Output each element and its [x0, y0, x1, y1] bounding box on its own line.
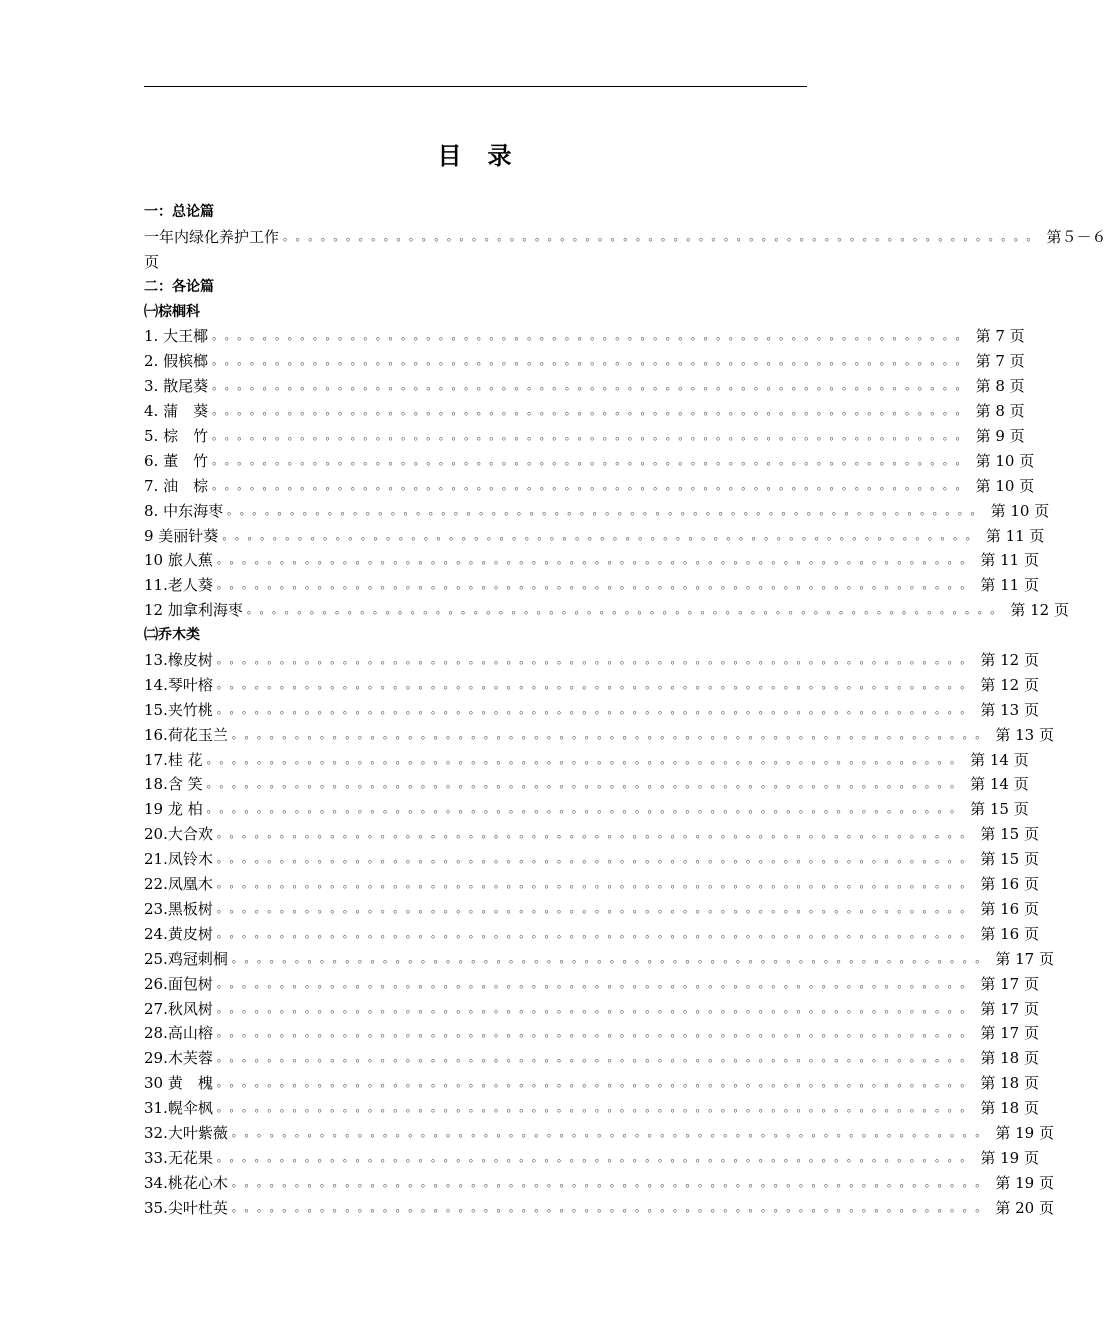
toc-entry[interactable] — [144, 723, 1054, 748]
toc-dot-leader: 。。。。。。。。。。。。。。。。。。。。。。。。。。。。。。。。。。。。。。。。。。。。。。。。。。。。。。。。。。。。 — [231, 1125, 994, 1139]
toc-entry-label: 30 黄 槐 — [144, 1074, 213, 1093]
toc-page-number: 第 18 页 — [980, 1074, 1039, 1093]
toc-dot-leader: 。。。。。。。。。。。。。。。。。。。。。。。。。。。。。。。。。。。。。。。。。。。。。。。。。。。。。。。。。。。。 — [227, 503, 989, 517]
toc-entry-label: 9 美丽针葵 — [144, 526, 219, 545]
toc-entry[interactable] — [144, 1146, 1039, 1171]
toc-dot-leader: 。。。。。。。。。。。。。。。。。。。。。。。。。。。。。。。。。。。。。。。。。。。。。。。。。。。。。。。。。。。。 — [283, 229, 1045, 243]
toc-entry[interactable] — [144, 748, 1029, 773]
toc-page-number: 第 19 页 — [995, 1173, 1054, 1192]
toc-page-number: 第 13 页 — [980, 700, 1039, 719]
toc-dot-leader: 。。。。。。。。。。。。。。。。。。。。。。。。。。。。。。。。。。。。。。。。。。。。。。。。。。。。。。。。。。。。 — [216, 976, 979, 990]
toc-entry[interactable] — [144, 449, 1035, 474]
toc-entry-label: 12 加拿利海枣 — [144, 601, 243, 620]
toc-entry[interactable] — [144, 474, 1035, 499]
toc-dot-leader: 。。。。。。。。。。。。。。。。。。。。。。。。。。。。。。。。。。。。。。。。。。。。。。。。。。。。。。。。。。。。 — [216, 852, 979, 866]
toc-entry-continuation: 页 — [144, 252, 160, 271]
toc-page-number: 第 17 页 — [980, 974, 1039, 993]
toc-dot-leader: 。。。。。。。。。。。。。。。。。。。。。。。。。。。。。。。。。。。。。。。。。。。。。。。。。。。。。。。。。。。。 — [231, 727, 994, 741]
toc-entry-label: 1. 大王椰 — [144, 327, 209, 346]
toc-dot-leader: 。。。。。。。。。。。。。。。。。。。。。。。。。。。。。。。。。。。。。。。。。。。。。。。。。。。。。。。。。。。。 — [212, 354, 974, 368]
toc-page-number: 第 11 页 — [980, 551, 1039, 570]
toc-entry[interactable] — [144, 673, 1039, 698]
toc-entry[interactable] — [144, 349, 1025, 374]
toc-dot-leader: 。。。。。。。。。。。。。。。。。。。。。。。。。。。。。。。。。。。。。。。。。。。。。。。。。。。。。。。。。。。。 — [231, 1175, 994, 1189]
toc-entry[interactable] — [144, 225, 1107, 250]
toc-page-number: 第 17 页 — [995, 949, 1054, 968]
toc-entry[interactable] — [144, 648, 1039, 673]
toc-dot-leader: 。。。。。。。。。。。。。。。。。。。。。。。。。。。。。。。。。。。。。。。。。。。。。。。。。。。。。。。。。。。。 — [216, 877, 979, 891]
toc-entry[interactable] — [144, 922, 1039, 947]
toc-entry-label: 21.凤铃木 — [144, 850, 213, 869]
toc-page-number: 第 17 页 — [980, 1024, 1039, 1043]
toc-entry[interactable] — [144, 499, 1050, 524]
toc-dot-leader: 。。。。。。。。。。。。。。。。。。。。。。。。。。。。。。。。。。。。。。。。。。。。。。。。。。。。。。。。。。。。 — [216, 1076, 979, 1090]
toc-entry-label: 2. 假槟榔 — [144, 352, 209, 371]
toc-entry-label: 3. 散尾葵 — [144, 377, 209, 396]
toc-page-number: 第 17 页 — [980, 999, 1039, 1018]
toc-dot-leader: 。。。。。。。。。。。。。。。。。。。。。。。。。。。。。。。。。。。。。。。。。。。。。。。。。。。。。。。。。。。。 — [212, 379, 974, 393]
toc-dot-leader: 。。。。。。。。。。。。。。。。。。。。。。。。。。。。。。。。。。。。。。。。。。。。。。。。。。。。。。。。。。。。 — [216, 553, 979, 567]
toc-page-number: 第 19 页 — [995, 1123, 1054, 1142]
toc-entry[interactable] — [144, 847, 1039, 872]
toc-entry[interactable] — [144, 548, 1039, 573]
toc-page-number: 第 8 页 — [975, 377, 1025, 396]
toc-entry-label: 34.桃花心木 — [144, 1173, 228, 1192]
toc-entry[interactable] — [144, 324, 1025, 349]
toc-dot-leader: 。。。。。。。。。。。。。。。。。。。。。。。。。。。。。。。。。。。。。。。。。。。。。。。。。。。。。。。。。。。。 — [216, 702, 979, 716]
toc-entry[interactable] — [144, 997, 1039, 1022]
toc-page-number: 第 19 页 — [980, 1148, 1039, 1167]
toc-page-number: 第 12 页 — [1010, 601, 1069, 620]
toc-page-number: 第 16 页 — [980, 899, 1039, 918]
toc-entry[interactable] — [144, 1071, 1039, 1096]
toc-entry[interactable] — [144, 1021, 1039, 1046]
toc-entry-label: 32.大叶紫薇 — [144, 1123, 228, 1142]
toc-entry[interactable] — [144, 772, 1029, 797]
toc-page-number: 第 7 页 — [975, 352, 1025, 371]
toc-entry[interactable] — [144, 698, 1039, 723]
toc-entry-label: 8. 中东海枣 — [144, 501, 224, 520]
toc-page-number: 第５－６ — [1046, 227, 1107, 246]
toc-dot-leader: 。。。。。。。。。。。。。。。。。。。。。。。。。。。。。。。。。。。。。。。。。。。。。。。。。。。。。。。。。。。。 — [212, 478, 974, 492]
toc-entry[interactable] — [144, 797, 1029, 822]
toc-dot-leader: 。。。。。。。。。。。。。。。。。。。。。。。。。。。。。。。。。。。。。。。。。。。。。。。。。。。。。。。。。。。。 — [212, 329, 974, 343]
toc-dot-leader: 。。。。。。。。。。。。。。。。。。。。。。。。。。。。。。。。。。。。。。。。。。。。。。。。。。。。。。。。。。。。 — [206, 777, 969, 791]
toc-entry-label: 27.秋风树 — [144, 999, 213, 1018]
toc-entry-label: 14.琴叶榕 — [144, 675, 213, 694]
toc-page-number: 第 15 页 — [980, 825, 1039, 844]
toc-page-number: 第 18 页 — [980, 1099, 1039, 1118]
toc-entry-label: 25.鸡冠刺桐 — [144, 949, 228, 968]
toc-entry-label: 28.高山榕 — [144, 1024, 213, 1043]
toc-entry-label: 11.老人葵 — [144, 576, 213, 595]
toc-title: 目 录 — [437, 141, 513, 170]
toc-entry[interactable] — [144, 1096, 1039, 1121]
toc-page-number: 第 16 页 — [980, 875, 1039, 894]
toc-page-number: 第 7 页 — [975, 327, 1025, 346]
toc-entry-label: 7. 油 棕 — [144, 476, 209, 495]
toc-page-number: 第 14 页 — [970, 775, 1029, 794]
header-rule — [144, 86, 807, 87]
toc-entry-label: 19 龙 柏 — [144, 800, 203, 819]
toc-entry[interactable] — [144, 1121, 1054, 1146]
toc-entry-label: 29.木芙蓉 — [144, 1049, 213, 1068]
toc-page-number: 第 8 页 — [975, 402, 1025, 421]
toc-dot-leader: 。。。。。。。。。。。。。。。。。。。。。。。。。。。。。。。。。。。。。。。。。。。。。。。。。。。。。。。。。。。。 — [216, 1051, 979, 1065]
toc-entry-label: 24.黄皮树 — [144, 924, 213, 943]
toc-dot-leader: 。。。。。。。。。。。。。。。。。。。。。。。。。。。。。。。。。。。。。。。。。。。。。。。。。。。。。。。。。。。。 — [212, 404, 974, 418]
toc-entry-label: 一年内绿化养护工作 — [144, 227, 280, 246]
toc-entry[interactable] — [144, 424, 1025, 449]
toc-page-number: 第 14 页 — [970, 750, 1029, 769]
toc-dot-leader: 。。。。。。。。。。。。。。。。。。。。。。。。。。。。。。。。。。。。。。。。。。。。。。。。。。。。。。。。。。。。 — [212, 453, 974, 467]
toc-section-heading: ㈠棕榈科 — [144, 303, 200, 320]
toc-dot-leader: 。。。。。。。。。。。。。。。。。。。。。。。。。。。。。。。。。。。。。。。。。。。。。。。。。。。。。。。。。。。。 — [216, 677, 979, 691]
toc-dot-leader: 。。。。。。。。。。。。。。。。。。。。。。。。。。。。。。。。。。。。。。。。。。。。。。。。。。。。。。。。。。。。 — [216, 1026, 979, 1040]
toc-dot-leader: 。。。。。。。。。。。。。。。。。。。。。。。。。。。。。。。。。。。。。。。。。。。。。。。。。。。。。。。。。。。。 — [216, 926, 979, 940]
toc-dot-leader: 。。。。。。。。。。。。。。。。。。。。。。。。。。。。。。。。。。。。。。。。。。。。。。。。。。。。。。。。。。。。 — [206, 802, 969, 816]
toc-page-number: 第 12 页 — [980, 651, 1039, 670]
toc-dot-leader: 。。。。。。。。。。。。。。。。。。。。。。。。。。。。。。。。。。。。。。。。。。。。。。。。。。。。。。。。。。。。 — [206, 752, 969, 766]
toc-entry-label: 26.面包树 — [144, 974, 213, 993]
toc-dot-leader: 。。。。。。。。。。。。。。。。。。。。。。。。。。。。。。。。。。。。。。。。。。。。。。。。。。。。。。。。。。。。 — [216, 1001, 979, 1015]
toc-entry[interactable] — [144, 1196, 1054, 1221]
toc-entry-label: 15.夹竹桃 — [144, 700, 213, 719]
toc-dot-leader: 。。。。。。。。。。。。。。。。。。。。。。。。。。。。。。。。。。。。。。。。。。。。。。。。。。。。。。。。。。。。 — [216, 1150, 979, 1164]
toc-dot-leader: 。。。。。。。。。。。。。。。。。。。。。。。。。。。。。。。。。。。。。。。。。。。。。。。。。。。。。。。。。。。。 — [222, 528, 984, 542]
toc-entry-label: 20.大合欢 — [144, 825, 213, 844]
toc-page-number: 第 11 页 — [985, 526, 1045, 545]
toc-page-number: 第 13 页 — [995, 725, 1054, 744]
toc-dot-leader: 。。。。。。。。。。。。。。。。。。。。。。。。。。。。。。。。。。。。。。。。。。。。。。。。。。。。。。。。。。。。 — [231, 1200, 994, 1214]
toc-dot-leader: 。。。。。。。。。。。。。。。。。。。。。。。。。。。。。。。。。。。。。。。。。。。。。。。。。。。。。。。。。。。。 — [246, 603, 1009, 617]
toc-dot-leader: 。。。。。。。。。。。。。。。。。。。。。。。。。。。。。。。。。。。。。。。。。。。。。。。。。。。。。。。。。。。。 — [216, 827, 979, 841]
toc-dot-leader: 。。。。。。。。。。。。。。。。。。。。。。。。。。。。。。。。。。。。。。。。。。。。。。。。。。。。。。。。。。。。 — [231, 951, 994, 965]
toc-entry[interactable] — [144, 524, 1045, 549]
toc-section-heading: ㈡乔木类 — [144, 627, 200, 644]
toc-page-number: 第 15 页 — [980, 850, 1039, 869]
toc-entry-label: 23.黑板树 — [144, 899, 213, 918]
toc-entry[interactable] — [144, 822, 1039, 847]
toc-entry-label: 22.凤凰木 — [144, 875, 213, 894]
toc-dot-leader: 。。。。。。。。。。。。。。。。。。。。。。。。。。。。。。。。。。。。。。。。。。。。。。。。。。。。。。。。。。。。 — [216, 1101, 979, 1115]
toc-dot-leader: 。。。。。。。。。。。。。。。。。。。。。。。。。。。。。。。。。。。。。。。。。。。。。。。。。。。。。。。。。。。。 — [216, 578, 979, 592]
toc-entry[interactable] — [144, 573, 1039, 598]
toc-page-number: 第 9 页 — [975, 427, 1025, 446]
toc-entry[interactable] — [144, 872, 1039, 897]
toc-entry-label: 17.桂 花 — [144, 750, 203, 769]
toc-entry-label: 33.无花果 — [144, 1148, 213, 1167]
toc-page-number: 第 11 页 — [980, 576, 1039, 595]
toc-page-number: 第 10 页 — [990, 501, 1050, 520]
toc-entry[interactable] — [144, 972, 1039, 997]
toc-entry[interactable] — [144, 947, 1054, 972]
toc-page-number: 第 20 页 — [995, 1198, 1054, 1217]
toc-page-number: 第 15 页 — [970, 800, 1029, 819]
toc-dot-leader: 。。。。。。。。。。。。。。。。。。。。。。。。。。。。。。。。。。。。。。。。。。。。。。。。。。。。。。。。。。。。 — [216, 901, 979, 915]
toc-entry-label: 4. 蒲 葵 — [144, 402, 209, 421]
toc-section-heading: 一：总论篇 — [144, 204, 214, 220]
toc-entry[interactable] — [144, 897, 1039, 922]
toc-dot-leader: 。。。。。。。。。。。。。。。。。。。。。。。。。。。。。。。。。。。。。。。。。。。。。。。。。。。。。。。。。。。。 — [212, 429, 974, 443]
toc-page-number: 第 16 页 — [980, 924, 1039, 943]
toc-entry[interactable] — [144, 399, 1025, 424]
toc-entry-label: 16.荷花玉兰 — [144, 725, 228, 744]
toc-entry-label: 10 旅人蕉 — [144, 551, 213, 570]
toc-page-number: 第 10 页 — [975, 476, 1035, 495]
toc-page-number: 第 18 页 — [980, 1049, 1039, 1068]
toc-page-number: 第 12 页 — [980, 675, 1039, 694]
toc-entry[interactable] — [144, 1046, 1039, 1071]
toc-entry-label: 31.幌伞枫 — [144, 1099, 213, 1118]
table-of-contents — [144, 200, 1107, 1221]
toc-dot-leader: 。。。。。。。。。。。。。。。。。。。。。。。。。。。。。。。。。。。。。。。。。。。。。。。。。。。。。。。。。。。。 — [216, 653, 979, 667]
toc-entry-label: 6. 董 竹 — [144, 451, 209, 470]
toc-entry-label: 18.含 笑 — [144, 775, 203, 794]
toc-section-heading: 二：各论篇 — [144, 278, 214, 295]
toc-entry-label: 13.橡皮树 — [144, 651, 213, 670]
toc-entry-label: 35.尖叶杜英 — [144, 1198, 228, 1217]
toc-entry[interactable] — [144, 598, 1069, 623]
toc-page-number: 第 10 页 — [975, 451, 1035, 470]
toc-entry[interactable] — [144, 374, 1025, 399]
toc-entry-label: 5. 棕 竹 — [144, 427, 209, 446]
toc-entry[interactable] — [144, 1171, 1054, 1196]
